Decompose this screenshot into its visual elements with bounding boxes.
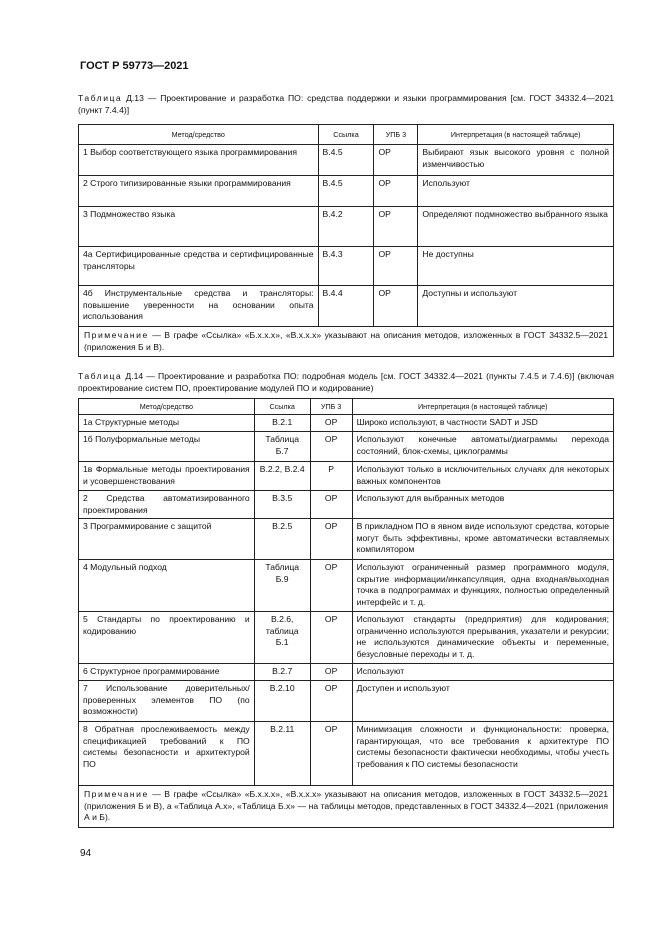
cell-ref: В.2.5 bbox=[254, 519, 310, 560]
cell-method: 8 Обратная прослеживаемость между спецификацией требований к ПО системы безопасности и архитектурой ПО bbox=[79, 722, 255, 786]
table-row bbox=[79, 462, 614, 491]
cell-ref: В.4.2 bbox=[318, 207, 374, 247]
page-header: ГОСТ Р 59773—2021 bbox=[80, 60, 189, 72]
cell-ref: В.4.5 bbox=[318, 145, 374, 176]
cell-upb: ОР bbox=[310, 432, 352, 462]
cell-upb: ОР bbox=[310, 722, 352, 786]
cell-method: 3 Подмножество языка bbox=[79, 207, 319, 247]
table-row bbox=[79, 491, 614, 519]
cell-method: 5 Стандарты по проектированию и кодированию bbox=[79, 612, 255, 664]
cell-interpretation: Используют конечные автоматы/диаграммы перехода состояний, блок-схемы, циклограммы bbox=[352, 432, 613, 462]
header-method: Метод/средство bbox=[79, 125, 319, 145]
cell-interpretation: Используют стандарты (предприятия) для кодирования; ограниченно используются прерывания, указатели и рекурсии; не используются динамические объекты и переменные, безусловные переходы и т. д. bbox=[352, 612, 613, 664]
cell-method: 4 Модульный подход bbox=[79, 560, 255, 612]
cell-method: 1 Выбор соответствующего языка программирования bbox=[79, 145, 319, 176]
note-text: — В графе «Ссылка» «Б.х.х.х», «В.х.х.х» указывают на описания методов, изложенных в ГОСТ 34332.5—2021 (приложения Б и В). bbox=[84, 330, 608, 352]
cell-ref: В.4.4 bbox=[318, 286, 374, 327]
cell-ref: В.4.5 bbox=[318, 176, 374, 207]
cell-interpretation: Широко используют, в частности SADT и JSD bbox=[352, 415, 613, 432]
cell-method: 1в Формальные методы проектирования и усовершенствования bbox=[79, 462, 255, 491]
table-row bbox=[79, 612, 614, 664]
cell-upb: ОР bbox=[310, 560, 352, 612]
cell-ref: В.2.10 bbox=[254, 681, 310, 722]
cell-interpretation: Доступны и используют bbox=[418, 286, 614, 327]
table-header-row bbox=[79, 125, 614, 145]
cell-ref: В.2.6, таблица Б.1 bbox=[254, 612, 310, 664]
cell-interpretation: Определяют подмножество выбранного языка bbox=[418, 207, 614, 247]
cell-method: 2 Строго типизированные языки программирования bbox=[79, 176, 319, 207]
header-ref: Ссылка bbox=[318, 125, 374, 145]
table-row bbox=[79, 722, 614, 786]
cell-method: 1а Структурные методы bbox=[79, 415, 255, 432]
cell-interpretation: Используют для выбранных методов bbox=[352, 491, 613, 519]
table-d13-caption-label: Таблица bbox=[78, 93, 123, 103]
cell-interpretation: Доступен и используют bbox=[352, 681, 613, 722]
table-row bbox=[79, 432, 614, 462]
note-row bbox=[79, 786, 614, 828]
cell-method: 2 Средства автоматизированного проектирования bbox=[79, 491, 255, 519]
header-upb: УПБ 3 bbox=[310, 399, 352, 415]
cell-interpretation: Используют bbox=[352, 664, 613, 681]
cell-ref: Таблица Б.9 bbox=[254, 560, 310, 612]
table-d14-caption-label: Таблица bbox=[78, 371, 123, 381]
table-row bbox=[79, 207, 614, 247]
table-row bbox=[79, 247, 614, 286]
table-row bbox=[79, 286, 614, 327]
table-row bbox=[79, 415, 614, 432]
table-header-row bbox=[79, 399, 614, 415]
cell-upb: ОР bbox=[374, 145, 418, 176]
page-number: 94 bbox=[80, 848, 92, 859]
cell-ref: В.3.5 bbox=[254, 491, 310, 519]
table-d14-caption bbox=[78, 370, 614, 394]
cell-method: 3 Программирование с защитой bbox=[79, 519, 255, 560]
cell-interpretation: Используют ограниченный размер программного модуля, скрытие информации/инкапсуляция, одна входная/выходная точка в подпрограммах и функциях, полностью определенный интерфейс и т. д. bbox=[352, 560, 613, 612]
table-note bbox=[79, 786, 614, 828]
table-row bbox=[79, 560, 614, 612]
cell-upb: Р bbox=[310, 462, 352, 491]
header-ref: Ссылка bbox=[254, 399, 310, 415]
table-d13 bbox=[78, 124, 614, 357]
cell-ref: В.2.2, В.2.4 bbox=[254, 462, 310, 491]
table-row bbox=[79, 664, 614, 681]
table-row bbox=[79, 519, 614, 560]
cell-upb: ОР bbox=[374, 207, 418, 247]
note-row bbox=[79, 327, 614, 357]
table-d13-caption bbox=[78, 92, 614, 116]
table-d14-caption-text: Д.14 — Проектирование и разработка ПО: подробная модель [см. ГОСТ 34332.4—2021 (пункты 7.4.5 и 7.4.6)] (включая проектирование систем ПО, проектирование модулей ПО и кодирование) bbox=[78, 371, 615, 393]
table-row bbox=[79, 176, 614, 207]
cell-upb: ОР bbox=[310, 664, 352, 681]
table-row bbox=[79, 145, 614, 176]
cell-method: 4б Инструментальные средства и трансляторы: повышение уверенности на основании опыта использования bbox=[79, 286, 319, 327]
cell-upb: ОР bbox=[310, 491, 352, 519]
cell-upb: ОР bbox=[310, 415, 352, 432]
cell-method: 7 Использование доверительных/ проверенных элементов ПО (по возможности) bbox=[79, 681, 255, 722]
cell-method: 4а Сертифицированные средства и сертифицированные трансляторы bbox=[79, 247, 319, 286]
cell-ref: В.4.3 bbox=[318, 247, 374, 286]
cell-interpretation: В прикладном ПО в явном виде используют средства, которые могут быть эффективны, кроме автоматически вставляемых компилятором bbox=[352, 519, 613, 560]
note-text: — В графе «Ссылка» «Б.х.х.х», «В.х.х.х» указывают на описания методов, изложенных в ГОСТ 34332.5—2021 (приложения Б и В), а «Таблица А.х», «Таблица Б.х» — на таблицы методов, представленных в ГОСТ 34332.4—2021 (приложения А и Б). bbox=[84, 789, 608, 823]
cell-upb: ОР bbox=[374, 247, 418, 286]
cell-method: 6 Структурное программирование bbox=[79, 664, 255, 681]
cell-upb: ОР bbox=[310, 612, 352, 664]
cell-interpretation: Минимизация сложности и функциональности: проверка, гарантирующая, что все требования к архитектуре ПО системы безопасности фактически необходимы, чтобы учесть требования к ПО системы безопасности bbox=[352, 722, 613, 786]
cell-interpretation: Не доступны bbox=[418, 247, 614, 286]
cell-upb: ОР bbox=[310, 681, 352, 722]
table-row bbox=[79, 681, 614, 722]
note-label: Примечание bbox=[84, 789, 149, 800]
header-interpretation: Интерпретация (в настоящей таблице) bbox=[418, 125, 614, 145]
cell-upb: ОР bbox=[374, 286, 418, 327]
table-note bbox=[79, 327, 614, 357]
cell-ref: В.2.11 bbox=[254, 722, 310, 786]
cell-ref: Таблица Б.7 bbox=[254, 432, 310, 462]
table-d13-caption-text: Д.13 — Проектирование и разработка ПО: средства поддержки и языки программирования [см. ГОСТ 34332.4—2021 (пункт 7.4.4)] bbox=[78, 93, 615, 115]
table-d14 bbox=[78, 398, 614, 828]
cell-interpretation: Используют bbox=[418, 176, 614, 207]
cell-upb: ОР bbox=[374, 176, 418, 207]
cell-ref: В.2.7 bbox=[254, 664, 310, 681]
note-label: Примечание bbox=[84, 330, 149, 340]
cell-upb: ОР bbox=[310, 519, 352, 560]
cell-interpretation: Выбирают язык высокого уровня с полной изменчивостью bbox=[418, 145, 614, 176]
cell-interpretation: Используют только в исключительных случаях для некоторых важных компонентов bbox=[352, 462, 613, 491]
header-interpretation: Интерпретация (в настоящей таблице) bbox=[352, 399, 613, 415]
cell-method: 1б Полуформальные методы bbox=[79, 432, 255, 462]
cell-ref: В.2.1 bbox=[254, 415, 310, 432]
header-upb: УПБ 3 bbox=[374, 125, 418, 145]
header-method: Метод/средство bbox=[79, 399, 255, 415]
